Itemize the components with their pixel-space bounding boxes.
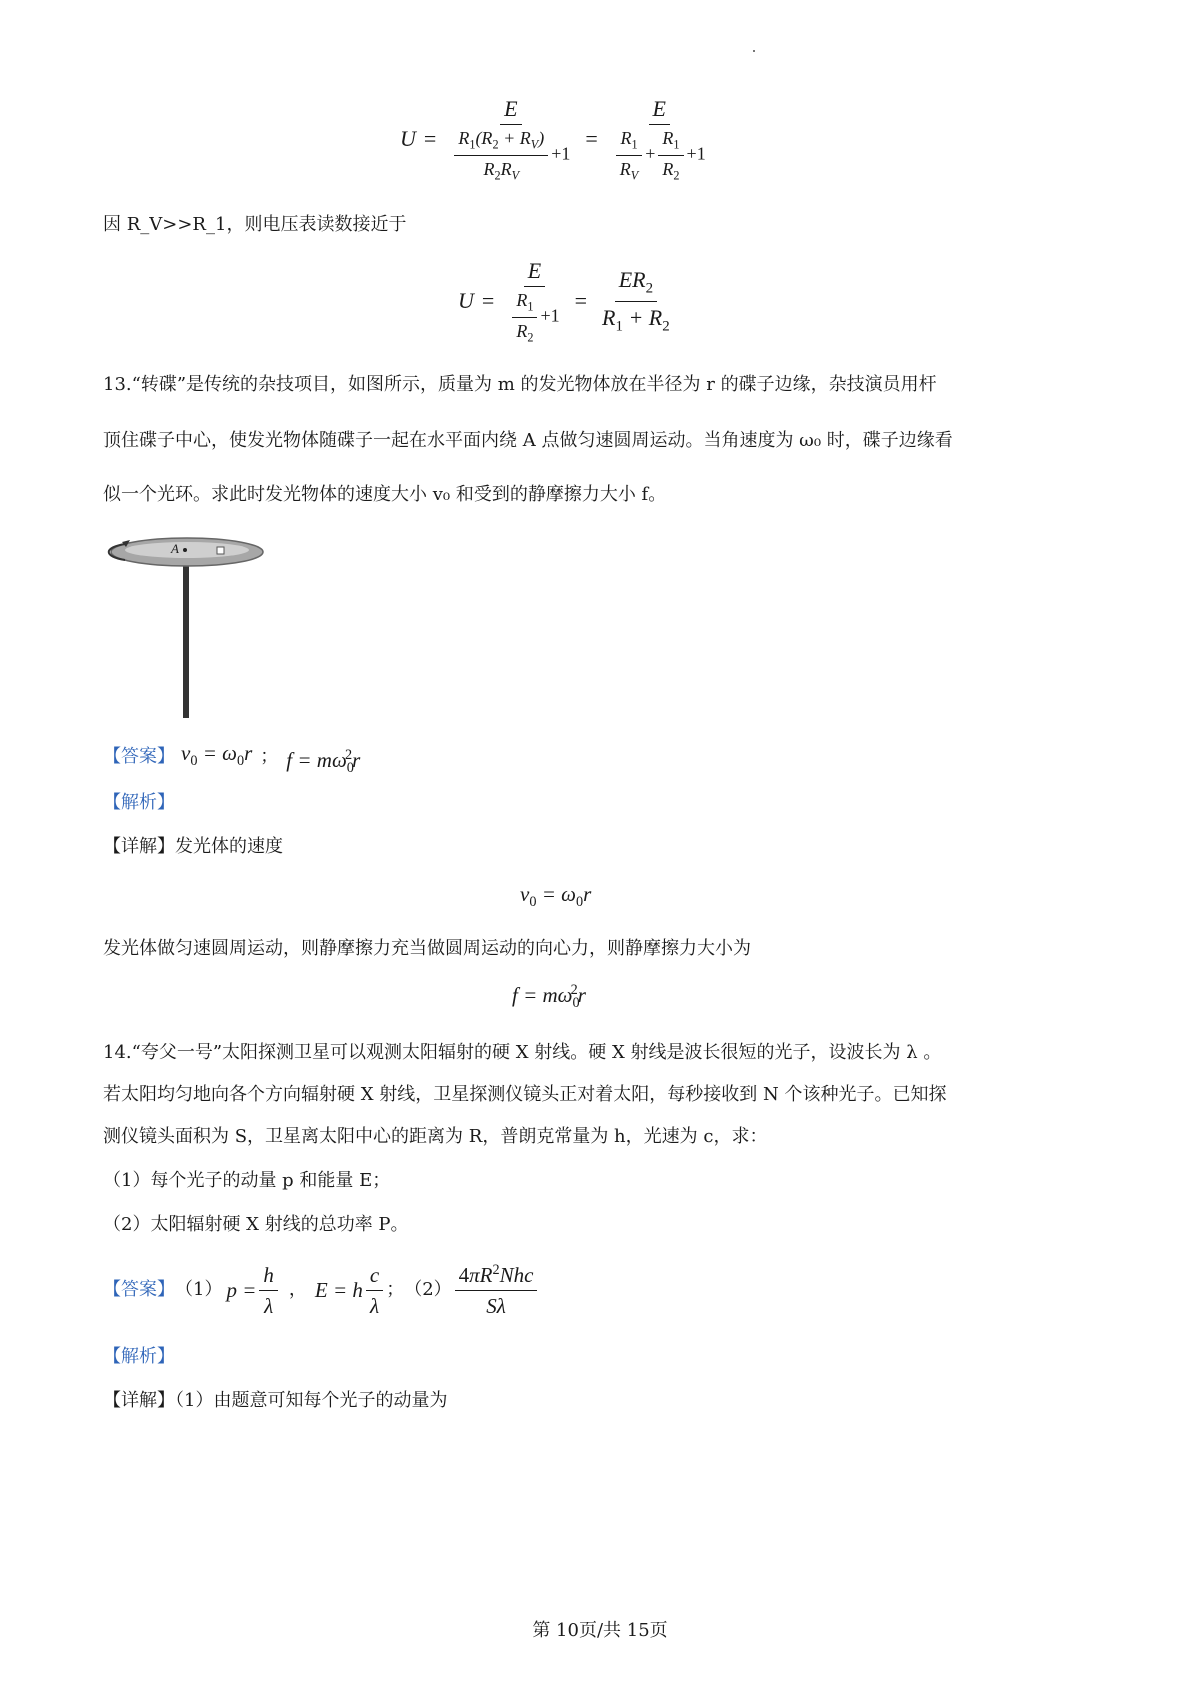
detail-tag: 【详解】 [103,1390,175,1411]
q13-line-1: 13.“转碟”是传统的杂技项目，如图所示，质量为 m 的发光物体放在半径为 r 的碟子边缘，杂技演员用杆 [103,374,937,395]
q13-answer-row: 【答案】 $v_0 = \omega_0r$ ； $f = m\omega_0^2r$ [103,738,360,776]
figure-label-a: A [171,541,179,556]
answer-formula-v0: $v_0 = \omega_0r$ [181,741,253,770]
detail-text: 发光体的速度 [175,836,283,857]
q13-centripetal-text: 发光体做匀速圆周运动，则静摩擦力充当做圆周运动的向心力，则静摩擦力大小为 [103,938,751,959]
formula-v0: $v_0 = \omega_0r$ [520,882,592,911]
because-line: 因 R_V>>R_1，则电压表读数接近于 [103,214,407,235]
center-point [183,548,187,552]
q14-line-1: 14.“夸父一号”太阳探测卫星可以观测太阳辐射的硬 X 射线。硬 X 射线是波长很短的光子，设波长为 λ 。 [103,1042,942,1063]
answer-formula-power: $\frac{4\pi R^2Nhc}{S\lambda}$ [452,1262,541,1318]
answer-formula-e: E = h $\frac{c}{\lambda}$ [315,1263,386,1318]
q13-analysis-tag: 【解析】 [103,792,175,813]
answer-part-2: （2） [404,1279,452,1301]
q13-detail-row [103,832,283,862]
q14-sub-2: （2）太阳辐射硬 X 射线的总功率 P。 [103,1214,409,1235]
q14-sub-1: （1）每个光子的动量 p 和能量 E； [103,1170,391,1191]
glowing-object [217,547,224,554]
pole [183,562,189,718]
q14-analysis-tag: 【解析】 [103,1346,175,1367]
q14-line-3: 测仪镜头面积为 S，卫星离太阳中心的距离为 R，普朗克常量为 h，光速为 c，求： [103,1126,768,1147]
q14-answer-row: 【答案】 （1） p = $\frac{h}{\lambda}$ ， E = h $\frac{c}{\lambda}$ ； （2） $\frac{4\pi R^2Nhc}{S\lambda}$ [103,1262,540,1318]
detail-tag: 【详解】 [103,836,175,857]
detail-text: （1）由题意可知每个光子的动量为 [175,1390,448,1411]
q14-detail-row [103,1386,447,1416]
answer-formula-f: $f = m\omega_0^2r$ [286,746,361,776]
answer-tag: 【答案】 [103,746,175,768]
equation-voltage-approx: U = E $\frac{R_1}{R_2}$ +1 = $\frac{ER_2}{R_1 + R_2}$ [458,258,670,345]
page-footer: 第 10页/共 15页 [532,1620,668,1641]
q13-line-2: 顶住碟子中心，使发光物体随碟子一起在水平面内绕 A 点做匀速圆周运动。当角速度为 ω₀ 时，碟子边缘看 [103,430,953,451]
q14-line-2: 若太阳均匀地向各个方向辐射硬 X 射线，卫星探测仪镜头正对着太阳，每秒接收到 N 个该种光子。已知探 [103,1084,947,1105]
answer-tag: 【答案】 [103,1279,175,1301]
answer-formula-p: p = $\frac{h}{\lambda}$ [226,1263,280,1318]
formula-f: $f = m\omega_0^2r$ [512,982,586,1012]
spinning-plate-figure [105,530,270,720]
answer-part-1: （1） [175,1279,223,1301]
scan-speck [753,50,755,52]
equation-voltage-full: U = E $\frac{R_1(R_2 + R_V)}{R_2R_V}$ +1 = E $\frac{R_1}{R_V}$ + $\frac{R_1}{R_2}$ +1 [400,96,706,183]
q13-line-3: 似一个光环。求此时发光物体的速度大小 v₀ 和受到的静摩擦力大小 f。 [103,484,667,505]
